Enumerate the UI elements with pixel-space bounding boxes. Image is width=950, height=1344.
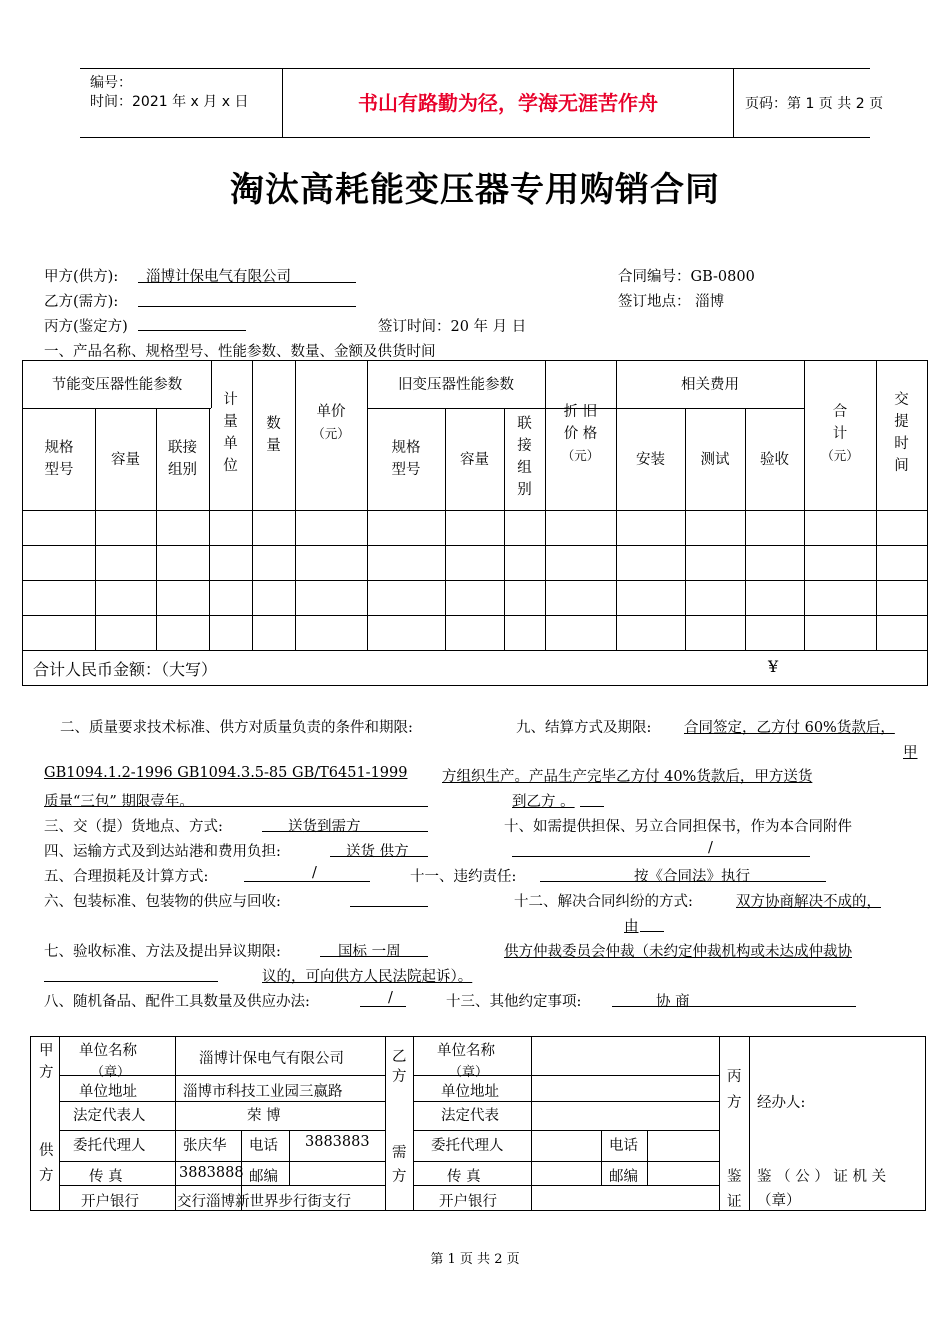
a-phone: 3883883 (305, 1134, 370, 1150)
a-bank: 交行淄博新世界步行街支行 (177, 1194, 351, 1210)
clause-3-value: 送货到需方 (288, 819, 361, 835)
jia-4: 方 (39, 1168, 54, 1184)
b-fax-label: 传 真 (447, 1169, 481, 1185)
b-unit-name-label: 单位名称 (437, 1043, 495, 1059)
new-params-header: 节能变压器性能参数 (51, 377, 183, 393)
a-unit-name-label: 单位名称 (79, 1043, 137, 1059)
clause-2: 二、质量要求技术标准、供方对质量负责的条件和期限: (60, 720, 413, 736)
motto: 书山有路勤为径，学海无涯苦作舟 (282, 69, 734, 137)
unit-header: 计 量 单 位 (223, 392, 238, 474)
contract-no: 合同编号：GB-0800 (618, 269, 755, 285)
a-agent: 张庆华 (183, 1138, 227, 1154)
product-table (22, 360, 928, 686)
jia-2: 方 (39, 1065, 54, 1081)
a-bank-label: 开户银行 (81, 1194, 139, 1210)
b-address-label: 单位地址 (441, 1084, 499, 1100)
yi-1: 乙 (392, 1049, 407, 1065)
party-a-line (138, 282, 356, 283)
contract-title: 淘汰高耗能变压器专用购销合同 (230, 170, 720, 210)
clause-12: 十二、解决合同纠纷的方式: (514, 894, 693, 910)
a-address: 淄博市科技工业园三嬴路 (183, 1084, 343, 1100)
clause-8: 八、随机备品、配件工具数量及供应办法: (44, 994, 310, 1010)
install-header: 安装 (636, 452, 665, 468)
clause-5: 五、合理损耗及计算方式: (44, 869, 209, 885)
b-postcode-label: 邮编 (609, 1169, 638, 1185)
party-b-line (138, 306, 356, 307)
bing-4: 证 (727, 1194, 742, 1210)
a-seal-label: （章） (91, 1065, 131, 1080)
a-unit-name: 淄博计保电气有限公司 (199, 1051, 344, 1067)
page-footer: 第 1 页 共 2 页 (430, 1252, 520, 1267)
notary-seal: （章） (757, 1193, 801, 1209)
jia-3: 供 (39, 1143, 54, 1159)
price-header: 单价 （元） (312, 404, 350, 441)
clause-8-value: / (388, 990, 393, 1006)
clause-12-line3: 议的，可向供方人民法院起诉）。 (262, 969, 473, 985)
total-header: 合 计 （元） (821, 404, 859, 463)
old-spec-header: 规格 型号 (391, 440, 421, 478)
party-info-table (30, 1036, 926, 1211)
page-code: 页码：第 1 页 共 2 页 (745, 96, 884, 112)
quantity-header: 数 量 (266, 416, 281, 454)
jia-1: 甲 (39, 1043, 54, 1059)
time-label: 时间：2021 年 x 月 x 日 (90, 94, 249, 110)
a-fax: 3883888 (179, 1165, 244, 1181)
yi-2: 方 (392, 1069, 407, 1085)
old-connection-header: 联 接 组 别 (517, 416, 532, 498)
clause-3: 三、交（提）货地点、方式: (44, 819, 223, 835)
clause-12-you: 由 (624, 919, 639, 935)
notary-label: 鉴 （ 公 ） 证 机 关 (757, 1169, 887, 1185)
yi-4: 方 (392, 1169, 407, 1185)
section-1-heading: 一、产品名称、规格型号、性能参数、数量、金额及供货时间 (44, 344, 436, 360)
a-legal-rep-label: 法定代表人 (73, 1108, 146, 1124)
clause-4-value: 送货 供方 (346, 844, 409, 860)
clause-13: 十三、其他约定事项: (446, 994, 582, 1010)
a-agent-label: 委托代理人 (73, 1138, 146, 1154)
clause-9-line2: 方组织生产。产品生产完毕乙方付 40%货款后，甲方送货 (442, 769, 813, 785)
a-postcode-label: 邮编 (249, 1169, 278, 1185)
b-seal-label: （章） (449, 1065, 489, 1080)
page-header (80, 68, 884, 138)
old-capacity-header: 容量 (460, 452, 489, 468)
b-phone-label: 电话 (609, 1138, 638, 1154)
yen-sign: ¥ (768, 657, 779, 676)
clause-2-warranty: 质量“三包” 期限壹年。 (44, 794, 194, 810)
clause-4: 四、运输方式及到达站港和费用负担: (44, 844, 281, 860)
accept-header: 验收 (760, 452, 789, 468)
bing-3: 鉴 (727, 1169, 742, 1185)
clause-5-value: / (312, 865, 317, 881)
b-legal-rep-label: 法定代表 (441, 1108, 499, 1124)
clause-6: 六、包装标准、包装物的供应与回收: (44, 894, 281, 910)
a-fax-label: 传 真 (89, 1169, 123, 1185)
total-amount-label: 合计人民币金额：（大写） (33, 660, 218, 679)
sign-time: 签订时间：20 年 月 日 (378, 319, 527, 335)
party-b-label: 乙方(需方): (44, 294, 119, 310)
clause-11: 十一、违约责任: (410, 869, 517, 885)
clause-10-value: / (708, 840, 713, 856)
party-c-line (138, 330, 246, 331)
handler-label: 经办人: (757, 1095, 806, 1111)
a-legal-rep: 荣 博 (247, 1108, 281, 1124)
clause-9-value: 合同签定，乙方付 60%货款后， (684, 720, 895, 736)
clause-2-standards: GB1094.1.2-1996 GB1094.3.5-85 GB/T6451-1999 (44, 765, 408, 781)
clause-13-value: 协 商 (656, 994, 690, 1010)
a-phone-label: 电话 (249, 1138, 278, 1154)
clause-7-value: 国标 一周 (338, 944, 401, 960)
clause-12-value: 双方协商解决不成的， (736, 894, 881, 910)
b-agent-label: 委托代理人 (431, 1138, 504, 1154)
connection-header: 联接 组别 (168, 440, 197, 478)
a-address-label: 单位地址 (79, 1084, 137, 1100)
delivery-header: 交 提 时 间 (894, 392, 909, 474)
clause-11-value: 按《合同法》执行 (634, 869, 750, 885)
b-bank-label: 开户银行 (439, 1194, 497, 1210)
header-meta (80, 69, 282, 137)
party-a-value: 淄博计保电气有限公司 (146, 269, 291, 285)
sign-place: 签订地点： 淄博 (618, 294, 725, 310)
party-a-label: 甲方(供方): (44, 269, 119, 285)
yi-3: 需 (392, 1145, 407, 1161)
clause-9: 九、结算方式及期限: (516, 720, 652, 736)
capacity-header: 容量 (111, 452, 140, 468)
clause-12-line2: 供方仲裁委员会仲裁（未约定仲裁机构或未达成仲裁协 (504, 944, 852, 960)
discount-header: 折 旧 价 格 （元） (561, 404, 600, 463)
clause-9-jia: 甲 (903, 745, 918, 761)
old-params-header: 旧变压器性能参数 (398, 377, 514, 393)
fees-header: 相关费用 (681, 377, 739, 393)
number-label: 编号： (90, 75, 132, 91)
test-header: 测试 (700, 452, 730, 468)
bing-2: 方 (727, 1095, 742, 1111)
bing-1: 丙 (727, 1069, 742, 1085)
party-c-label: 丙方(鉴定方) (44, 319, 128, 335)
spec-header: 规格 型号 (44, 440, 74, 478)
clause-7: 七、验收标准、方法及提出异议期限: (44, 944, 281, 960)
clause-9-line3: 到乙方 。 (512, 794, 575, 810)
clause-10: 十、如需提供担保、另立合同担保书，作为本合同附件 (504, 819, 852, 835)
